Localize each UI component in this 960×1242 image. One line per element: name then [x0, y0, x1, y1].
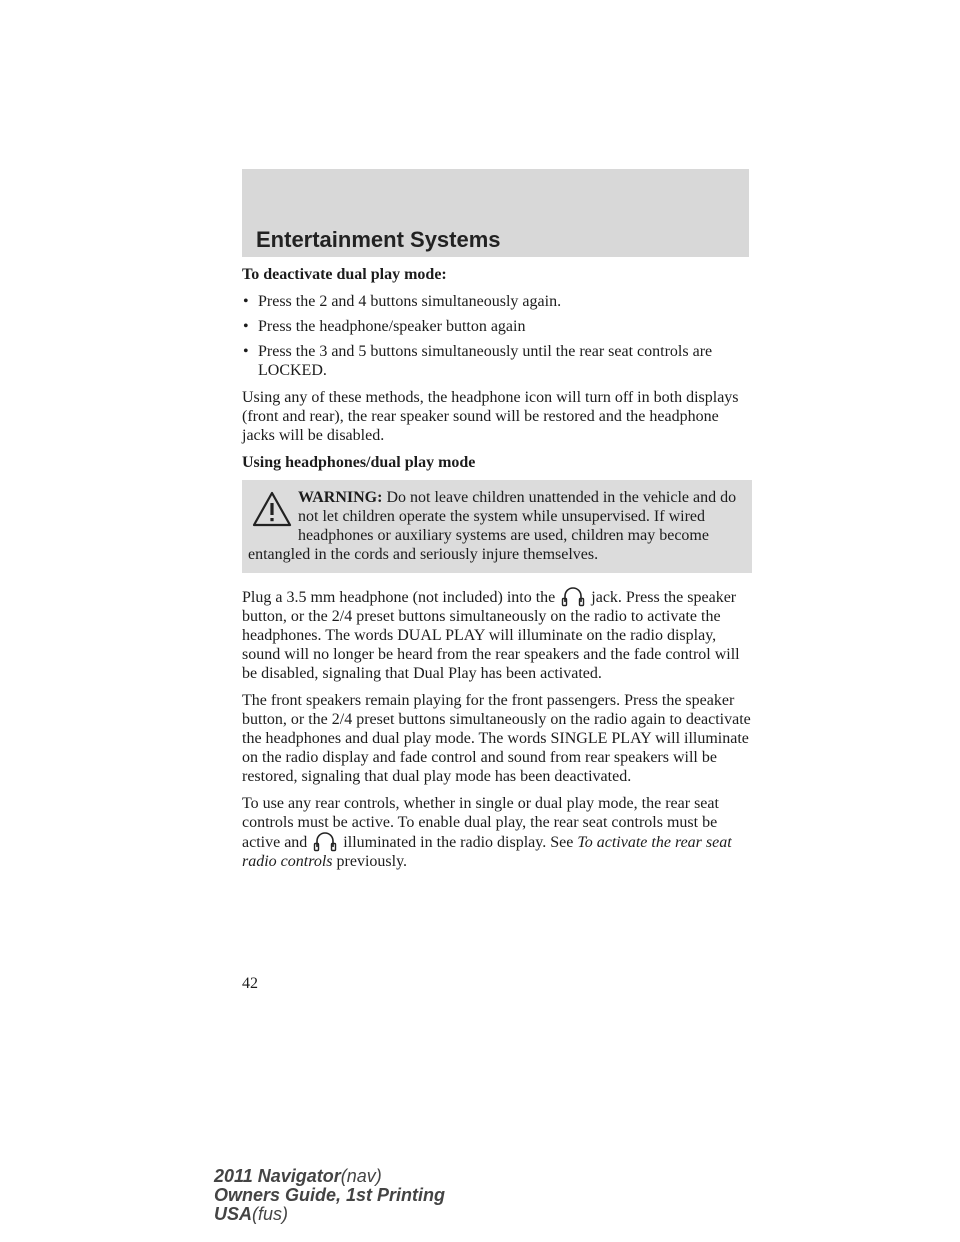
footer-line-1	[214, 1167, 445, 1186]
footer-market: USA	[214, 1204, 253, 1224]
plug-paragraph	[242, 587, 752, 683]
deactivate-list	[242, 292, 752, 380]
page-content	[242, 265, 752, 879]
footer-model-code: (nav)	[340, 1166, 382, 1186]
plug-text-start: Plug a 3.5 mm headphone (not included) into the	[242, 589, 556, 606]
front-speakers-paragraph: The front speakers remain playing for the front passengers. Press the speaker button, or the 2/4 preset buttons simultaneously on the radio again to deactivate the headphones and dual play mode. The words SINGLE PLAY will illuminate on the radio display and fade control and sound from rear speakers will be restored, signaling that dual play mode has been deactivated.	[242, 692, 751, 785]
footer-market-code: (fus)	[252, 1204, 289, 1224]
warning-box	[242, 480, 752, 573]
plug-text-end: jack. Press the speaker button, or the 2/4 preset buttons simultaneously on the radio to activate the headphones. The words DUAL PLAY will illuminate on the radio display, sound will no longer be heard from the rear speakers and the fade control will be disabled, signaling that Dual Play has been activated.	[242, 589, 740, 682]
document-footer	[214, 1167, 445, 1224]
section-header	[242, 169, 749, 257]
footer-model: 2011 Navigator	[214, 1166, 341, 1186]
rear-controls-text-end: previously.	[336, 853, 408, 870]
section-title: Entertainment Systems	[256, 227, 501, 252]
list-item: • Press the 3 and 5 buttons simultaneously until the rear seat controls are LOCKED.	[242, 342, 752, 380]
headphone-icon	[559, 587, 587, 607]
rear-controls-paragraph	[242, 794, 752, 871]
page-number: 42	[242, 975, 258, 992]
cross-reference-link[interactable]: To activate the rear seat radio controls	[242, 834, 732, 870]
deactivate-paragraph: Using any of these methods, the headphone icon will turn off in both displays (front and rear), the rear speaker sound will be restored and the headphone jacks will be disabled.	[242, 389, 739, 444]
list-item: • Press the headphone/speaker button again	[242, 317, 752, 336]
footer-line-2	[214, 1186, 445, 1205]
warning-triangle-icon	[252, 490, 292, 528]
warning-text: Do not leave children unattended in the vehicle and do not let children operate the system while unsupervised. If wired headphones or auxiliary systems are used, children may become entangled in the cords and seriously injure themselves.	[248, 489, 737, 563]
list-item: • Press the 2 and 4 buttons simultaneously again.	[242, 292, 752, 311]
deactivate-heading: To deactivate dual play mode:	[242, 266, 447, 283]
rear-controls-text-middle: illuminated in the radio display. See	[343, 834, 574, 851]
footer-printing: Owners Guide, 1st Printing	[214, 1185, 446, 1205]
headphones-heading: Using headphones/dual play mode	[242, 454, 476, 471]
headphone-icon	[311, 832, 339, 852]
footer-line-3	[214, 1205, 445, 1224]
rear-controls-text-start: To use any rear controls, whether in single or dual play mode, the rear seat controls must be active. To enable dual play, the rear seat controls must be active and	[242, 795, 719, 851]
warning-label: WARNING:	[298, 489, 383, 506]
